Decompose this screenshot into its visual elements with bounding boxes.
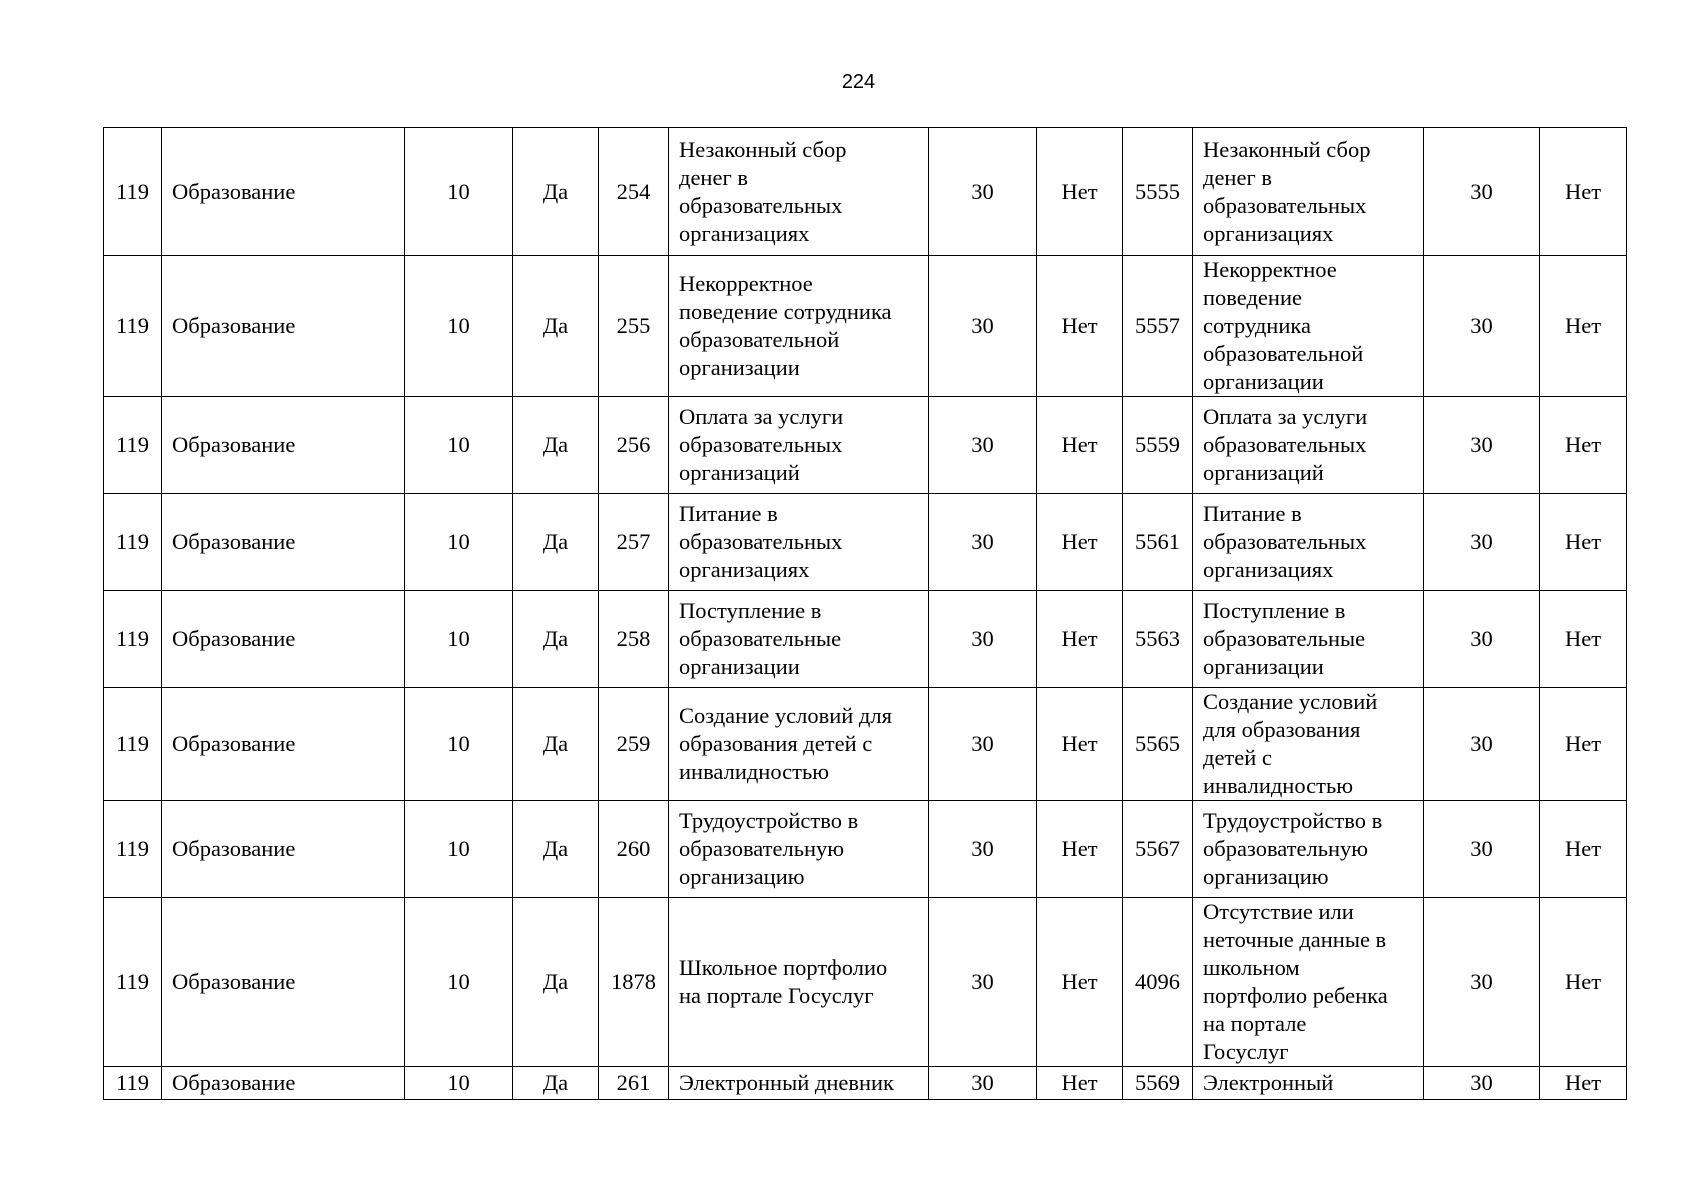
table-row <box>104 688 1627 801</box>
cell-code: 119 <box>104 397 162 494</box>
cell-category: Образование <box>162 256 405 397</box>
cell-flag: Да <box>513 256 599 397</box>
cell-subtopic-id: 5559 <box>1123 397 1193 494</box>
cell-days: 30 <box>1424 591 1540 688</box>
cell-subtopic-id: 5563 <box>1123 591 1193 688</box>
cell-days: 30 <box>929 1067 1037 1100</box>
cell-code: 119 <box>104 801 162 898</box>
cell-flag: Нет <box>1540 494 1627 591</box>
cell-subtopic-name: Поступление в образовательные организации <box>1193 591 1424 688</box>
cell-category: Образование <box>162 397 405 494</box>
cell-topic-id: 259 <box>599 688 669 801</box>
cell-days: 30 <box>929 397 1037 494</box>
cell-topic-id: 260 <box>599 801 669 898</box>
cell-days: 30 <box>1424 397 1540 494</box>
cell-code: 119 <box>104 688 162 801</box>
cell-days: 30 <box>1424 898 1540 1067</box>
cell-category: Образование <box>162 591 405 688</box>
cell-subtopic-name: Трудоустройство в образовательную организацию <box>1193 801 1424 898</box>
page-number: 224 <box>841 71 876 93</box>
cell-flag: Да <box>513 397 599 494</box>
cell-flag: Нет <box>1540 898 1627 1067</box>
cell-topic-name: Некорректное поведение сотрудника образовательной организации <box>669 256 929 397</box>
cell-value: 10 <box>405 128 513 256</box>
cell-days: 30 <box>1424 1067 1540 1100</box>
cell-topic-name: Оплата за услуги образовательных организаций <box>669 397 929 494</box>
cell-category: Образование <box>162 688 405 801</box>
cell-value: 10 <box>405 898 513 1067</box>
cell-subtopic-name: Электронный <box>1193 1067 1424 1100</box>
cell-value: 10 <box>405 591 513 688</box>
cell-subtopic-id: 5567 <box>1123 801 1193 898</box>
cell-days: 30 <box>1424 688 1540 801</box>
cell-flag: Нет <box>1037 898 1123 1067</box>
cell-days: 30 <box>929 688 1037 801</box>
cell-flag: Нет <box>1540 591 1627 688</box>
cell-flag: Да <box>513 801 599 898</box>
table-row <box>104 591 1627 688</box>
cell-category: Образование <box>162 1067 405 1100</box>
cell-topic-id: 256 <box>599 397 669 494</box>
cell-category: Образование <box>162 801 405 898</box>
cell-topic-name: Питание в образовательных организациях <box>669 494 929 591</box>
cell-days: 30 <box>1424 256 1540 397</box>
cell-days: 30 <box>929 128 1037 256</box>
cell-days: 30 <box>1424 128 1540 256</box>
cell-subtopic-id: 4096 <box>1123 898 1193 1067</box>
table-row <box>104 256 1627 397</box>
cell-flag: Да <box>513 128 599 256</box>
cell-value: 10 <box>405 494 513 591</box>
cell-subtopic-id: 5555 <box>1123 128 1193 256</box>
cell-flag: Да <box>513 688 599 801</box>
table-row <box>104 898 1627 1067</box>
cell-code: 119 <box>104 898 162 1067</box>
table-row <box>104 1067 1627 1100</box>
cell-flag: Да <box>513 494 599 591</box>
cell-code: 119 <box>104 128 162 256</box>
cell-topic-name: Незаконный сбор денег в образовательных организациях <box>669 128 929 256</box>
cell-subtopic-name: Оплата за услуги образовательных организаций <box>1193 397 1424 494</box>
cell-subtopic-name: Питание в образовательных организациях <box>1193 494 1424 591</box>
table-row <box>104 397 1627 494</box>
cell-days: 30 <box>1424 801 1540 898</box>
cell-flag: Да <box>513 898 599 1067</box>
cell-topic-id: 255 <box>599 256 669 397</box>
cell-topic-name: Поступление в образовательные организации <box>669 591 929 688</box>
cell-days: 30 <box>929 494 1037 591</box>
cell-topic-id: 254 <box>599 128 669 256</box>
cell-topic-id: 257 <box>599 494 669 591</box>
cell-days: 30 <box>1424 494 1540 591</box>
cell-flag: Да <box>513 591 599 688</box>
cell-flag: Нет <box>1037 688 1123 801</box>
cell-days: 30 <box>929 898 1037 1067</box>
cell-code: 119 <box>104 1067 162 1100</box>
cell-category: Образование <box>162 898 405 1067</box>
cell-value: 10 <box>405 801 513 898</box>
cell-days: 30 <box>929 256 1037 397</box>
cell-flag: Нет <box>1037 591 1123 688</box>
cell-subtopic-id: 5569 <box>1123 1067 1193 1100</box>
cell-code: 119 <box>104 256 162 397</box>
cell-code: 119 <box>104 591 162 688</box>
cell-flag: Нет <box>1037 128 1123 256</box>
cell-value: 10 <box>405 688 513 801</box>
cell-value: 10 <box>405 397 513 494</box>
cell-flag: Нет <box>1540 256 1627 397</box>
cell-subtopic-name: Отсутствие или неточные данные в школьном портфолио ребенка на портале Госуслуг <box>1193 898 1424 1067</box>
cell-category: Образование <box>162 494 405 591</box>
cell-value: 10 <box>405 256 513 397</box>
table-row <box>104 128 1627 256</box>
cell-flag: Нет <box>1037 801 1123 898</box>
cell-flag: Нет <box>1037 1067 1123 1100</box>
cell-flag: Нет <box>1037 397 1123 494</box>
cell-days: 30 <box>929 801 1037 898</box>
cell-subtopic-id: 5561 <box>1123 494 1193 591</box>
cell-subtopic-id: 5565 <box>1123 688 1193 801</box>
table-row <box>104 801 1627 898</box>
cell-flag: Нет <box>1037 256 1123 397</box>
cell-topic-name: Электронный дневник <box>669 1067 929 1100</box>
cell-topic-name: Трудоустройство в образовательную организацию <box>669 801 929 898</box>
cell-topic-name: Создание условий для образования детей с инвалидностью <box>669 688 929 801</box>
cell-flag: Нет <box>1540 688 1627 801</box>
cell-flag: Нет <box>1037 494 1123 591</box>
cell-category: Образование <box>162 128 405 256</box>
cell-topic-id: 261 <box>599 1067 669 1100</box>
cell-flag: Да <box>513 1067 599 1100</box>
cell-flag: Нет <box>1540 801 1627 898</box>
cell-days: 30 <box>929 591 1037 688</box>
cell-subtopic-name: Создание условий для образования детей с инвалидностью <box>1193 688 1424 801</box>
cell-code: 119 <box>104 494 162 591</box>
cell-flag: Нет <box>1540 1067 1627 1100</box>
cell-flag: Нет <box>1540 397 1627 494</box>
data-table <box>103 127 1627 1100</box>
cell-value: 10 <box>405 1067 513 1100</box>
cell-subtopic-id: 5557 <box>1123 256 1193 397</box>
cell-subtopic-name: Некорректное поведение сотрудника образовательной организации <box>1193 256 1424 397</box>
cell-subtopic-name: Незаконный сбор денег в образовательных организациях <box>1193 128 1424 256</box>
cell-topic-name: Школьное портфолио на портале Госуслуг <box>669 898 929 1067</box>
cell-topic-id: 1878 <box>599 898 669 1067</box>
table-row <box>104 494 1627 591</box>
cell-flag: Нет <box>1540 128 1627 256</box>
cell-topic-id: 258 <box>599 591 669 688</box>
